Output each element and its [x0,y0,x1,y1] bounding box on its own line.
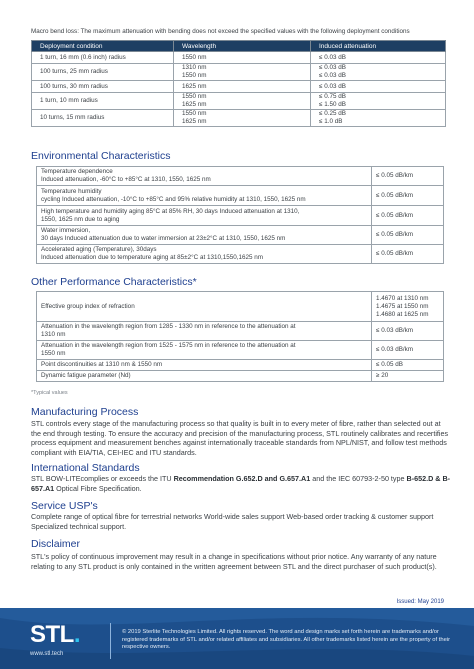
macro-bend-table [31,40,446,127]
table-row [37,245,444,264]
characteristic-line: Temperature humidity [41,187,102,195]
deployment-condition-cell: 10 turns, 15 mm radius [32,110,174,127]
table-row [32,64,446,81]
wavelength-cell [174,81,311,93]
characteristic-cell [37,371,372,382]
wavelength-cell [174,93,311,110]
wavelength-value: 1625 nm [182,118,207,125]
wavelength-cell [174,110,311,127]
characteristic-line: High temperature and humidity aging 85°C at 85% RH, 30 days Induced attenuation at 1310, [41,207,300,215]
wavelength-value: 1550 nm [182,110,207,117]
value-cell [372,371,444,382]
deployment-condition-cell: 1 turn, 16 mm (0.6 inch) radius [32,52,174,64]
usp-text: Complete range of optical fibre for terrestrial networks World-wide sales support Web-based order tracking & customer support Specialized technical support. [31,512,434,531]
wavelength-value: 1550 nm [182,72,207,79]
table-row [37,292,444,322]
attenuation-cell [311,110,446,127]
table-header-row [32,41,446,52]
standards-bold-a: Recommendation G.652.D and G.657.A1 [173,474,311,483]
standards-text-b: and the IEC 60793-2-50 type [310,474,407,483]
value-line: 1.4670 at 1310 nm [376,294,429,302]
standards-bold-b: B-652.D & B-657.A1 [31,474,451,493]
value-line: ≥ 20 [376,372,389,379]
value-line: ≤ 0.03 dB/km [376,327,414,334]
value-cell [372,292,444,322]
value-cell: ≤ 0.05 dB/km [372,226,444,245]
value-cell [372,360,444,371]
attenuation-cell [311,93,446,110]
standards-text-a: STL BOW-LITEcomplies or exceeds the ITU [31,474,174,483]
attenuation-value: ≤ 0.03 dB [319,53,346,61]
characteristic-line: 1310 nm [41,331,66,338]
value-line: ≤ 0.03 dB/km [376,346,414,353]
table-row [37,322,444,341]
value-cell: ≤ 0.05 dB/km [372,186,444,206]
characteristic-line: Accelerated aging (Temperature), 30days [41,246,157,253]
characteristic-cell [37,292,372,322]
characteristic-line: Attenuation in the wavelength region from 1525 - 1575 nm in reference to the attenuation at [41,342,296,349]
section-title-manufacturing: Manufacturing Process [31,406,139,418]
characteristic-cell [37,206,372,226]
table-row [37,360,444,371]
wavelength-value: 1310 nm [182,64,207,71]
characteristic-line: Point discontinuities at 1310 nm & 1550 nm [41,361,163,368]
attenuation-value: ≤ 0.03 dB [319,82,346,90]
section-title-standards: International Standards [31,462,140,474]
value-line: 1.4680 at 1625 nm [376,310,429,318]
value-cell: ≤ 0.05 dB/km [372,245,444,264]
logo-dot-icon: . [73,621,80,648]
wavelength-cell [174,64,311,81]
column-header: Deployment condition [32,41,174,52]
characteristic-line: Induced attenuation due to temperature aging at 85±2°C at 1310,1550,1625 nm [41,254,263,261]
deployment-condition-cell: 1 turn, 10 mm radius [32,93,174,110]
column-header: Induced attenuation [311,41,446,52]
characteristic-line: Dynamic fatigue parameter (Nd) [41,372,131,379]
table-row [37,167,444,186]
characteristic-line: Effective group index of refraction [41,302,135,310]
attenuation-value: ≤ 0.25 dB [319,110,346,117]
value-line: ≤ 0.05 dB [376,361,403,368]
characteristic-cell [37,341,372,360]
characteristic-line: 1550 nm [41,350,66,357]
column-header: Wavelength [174,41,311,52]
characteristic-line: cycling Induced attenuation, -10°C to +85°C and 95% relative humidity at 1310, 1550, 1625 nm [41,195,306,203]
value-cell [372,322,444,341]
logo-text: STL [30,621,74,648]
characteristic-cell [37,322,372,341]
attenuation-value: ≤ 0.03 dB [319,64,346,71]
characteristic-line: Induced attenuation, -60°C to +85°C at 1310, 1550, 1625 nm [41,176,211,183]
disclaimer-text: STL's policy of continuous improvement may result in a change in specifications without prior notice. Any warranty of any nature relating to any STL product is only contained in the written agreement between STL and the direct purchaser of such product(s). [31,552,437,571]
characteristic-line: 30 days Induced attenuation due to water immersion at 23±2°C at 1310, 1550, 1625 nm [41,235,286,242]
standards-text-c: Optical Fibre Specification. [54,483,142,493]
section-title-environmental: Environmental Characteristics [31,150,171,162]
standards-text [31,474,451,493]
characteristic-cell [37,167,372,186]
attenuation-cell [311,52,446,64]
characteristic-line: 1550, 1625 nm due to aging [41,215,120,223]
characteristic-line: Temperature dependence [41,168,113,175]
characteristic-cell [37,226,372,245]
characteristic-cell [37,245,372,264]
attenuation-value: ≤ 1.50 dB [319,101,346,108]
table-row [32,110,446,127]
deployment-condition-cell: 100 turns, 25 mm radius [32,64,174,81]
table-row [37,341,444,360]
environmental-table [36,166,444,264]
value-cell: ≤ 0.05 dB/km [372,206,444,226]
table-row [37,206,444,226]
attenuation-cell [311,81,446,93]
wavelength-value: 1625 nm [182,82,207,90]
issued-date: Issued: May 2019 [396,599,444,605]
value-line: 1.4675 at 1550 nm [376,302,429,310]
table-row [32,81,446,93]
deployment-condition-cell: 100 turns, 30 mm radius [32,81,174,93]
attenuation-value: ≤ 0.75 dB [319,93,346,100]
footer-band [0,608,474,669]
wavelength-value: 1550 nm [182,93,207,100]
value-cell [372,341,444,360]
wavelength-value: 1625 nm [182,101,207,108]
table-row [37,186,444,206]
attenuation-value: ≤ 0.03 dB [319,72,346,79]
stl-logo [30,621,80,649]
table-row [37,371,444,382]
footer-divider [110,623,111,659]
section-title-disclaimer: Disclaimer [31,538,81,550]
legal-notice: © 2019 Sterlite Technologies Limited. All rights reserved. The word and design marks set forth herein are trademarks and/or registered trademarks of STL and/or related affiliates and subsidiaries. All other trademarks listed herein are the property of their respective owners. [122,629,451,651]
wavelength-cell [174,52,311,64]
typical-values-note: *Typical values [31,390,68,396]
table-row [32,93,446,110]
wavelength-value: 1550 nm [182,53,207,61]
manufacturing-text: STL controls every stage of the manufacturing process so that quality is built in to every meter of fibre, rather than selected out at the end through testing. To ensure the accuracy and precision of the manufacturing process, STL routinely calibrates and recertifies process equipment and measurement benches against internationally traceable standards from NPL/NIST, and follow test methods compliant with EIA/TIA, CEI-IEC and ITU standards. [31,419,449,457]
website-link[interactable]: www.stl.tech [30,651,64,657]
characteristic-cell [37,186,372,206]
characteristic-line: Water immersion, [41,227,91,234]
table-row [32,52,446,64]
attenuation-cell [311,64,446,81]
macro-bend-intro: Macro bend loss: The maximum attenuation with bending does not exceed the specified values with the following deployment conditions [31,28,410,35]
attenuation-value: ≤ 1.0 dB [319,118,343,125]
characteristic-cell [37,360,372,371]
table-row [37,226,444,245]
value-cell: ≤ 0.05 dB/km [372,167,444,186]
section-title-service-usp: Service USP's [31,500,98,512]
characteristic-line: Attenuation in the wavelength region from 1285 - 1330 nm in reference to the attenuation at [41,323,296,330]
section-title-other-performance: Other Performance Characteristics* [31,276,197,288]
other-performance-table [36,291,444,382]
